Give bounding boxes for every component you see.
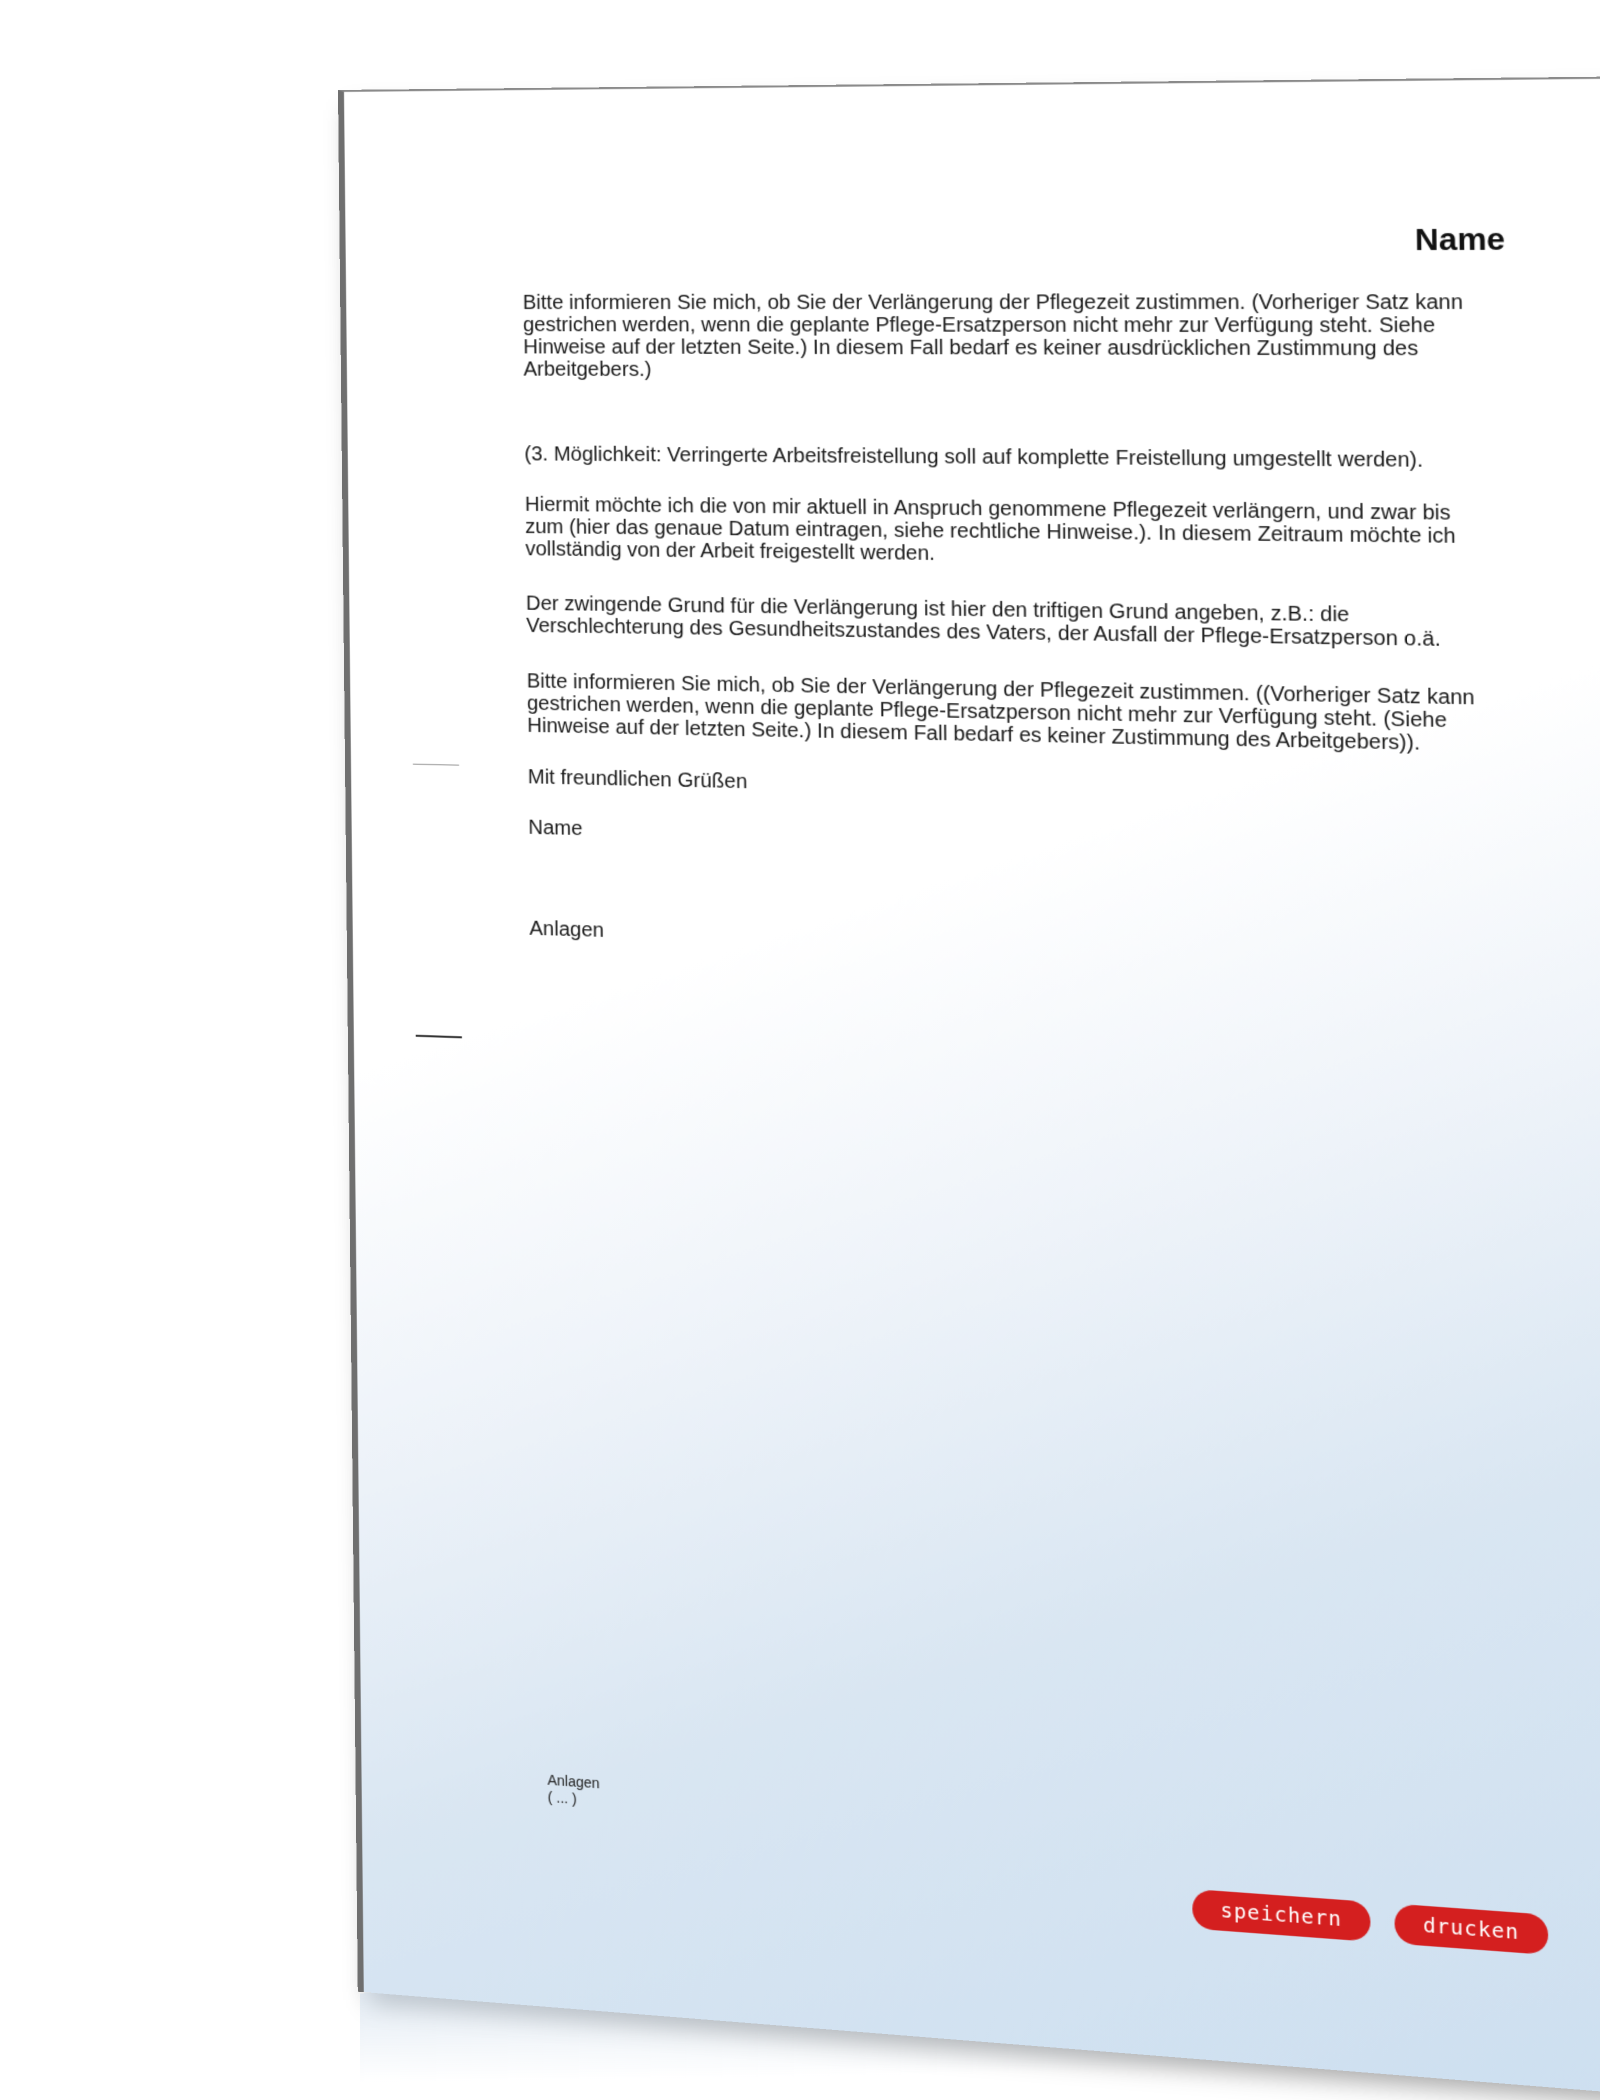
attachments-label: Anlagen	[529, 917, 605, 942]
save-button[interactable]: speichern	[1192, 1889, 1371, 1942]
footer-attachments-placeholder: ( ... )	[547, 1788, 577, 1807]
paragraph-reason: Der zwingende Grund für die Verlängerung ist hier den triftigen Grund angeben, z.B.: die Verschlechterung des Gesundheitszustandes des Vaters, der Ausfall der Pflege-Ersatzperson o.ä.	[525, 592, 1441, 652]
print-button[interactable]: drucken	[1394, 1904, 1548, 1955]
footer-attachments	[547, 1772, 600, 1810]
paragraph-extension-request: Hiermit möchte ich die von mir aktuell in Anspruch genommene Pflegezeit verlängern, und zwar bis zum (hier das genaue Datum eintragen, siehe rechtliche Hinweise.). In diesem Zeitraum möchte ich vollständig von der Arbeit freigestellt werden.	[524, 493, 1456, 566]
action-buttons	[1192, 1889, 1548, 1955]
paragraph-consent-request-2: Bitte informieren Sie mich, ob Sie der Verlängerung der Pflegezeit zustimmen. ((Vorheriger Satz kann gestrichen werden, wenn die geplante Pflege-Ersatzperson nicht mehr zur Verfügung steht. (Siehe Hinweise auf der letzten Seite.) In diesem Fall bedarf es keiner Zustimmung des Arbeitgebers)).	[526, 670, 1475, 755]
fold-mark	[413, 764, 459, 766]
closing-salutation: Mit freundlichen Grüßen	[527, 766, 748, 794]
footer-attachments-label: Anlagen	[547, 1771, 600, 1792]
punch-mark	[416, 1035, 462, 1039]
signature-name: Name	[528, 816, 583, 841]
paragraph-consent-request: Bitte informieren Sie mich, ob Sie der Verlängerung der Pflegezeit zustimmen. (Vorheriger Satz kann gestrichen werden, wenn die geplante Pflege-Ersatzperson nicht mehr zur Verfügung steht. Siehe Hinweise auf der letzten Seite.) In diesem Fall bedarf es keiner ausdrücklichen Zustimmung des Arbeitgebers.)	[522, 291, 1464, 382]
sender-name-heading: Name	[1414, 222, 1506, 258]
paragraph-option-3: (3. Möglichkeit: Verringerte Arbeitsfreistellung soll auf komplette Freistellung umgestellt werden).	[524, 443, 1424, 472]
document-page	[338, 77, 1600, 2095]
